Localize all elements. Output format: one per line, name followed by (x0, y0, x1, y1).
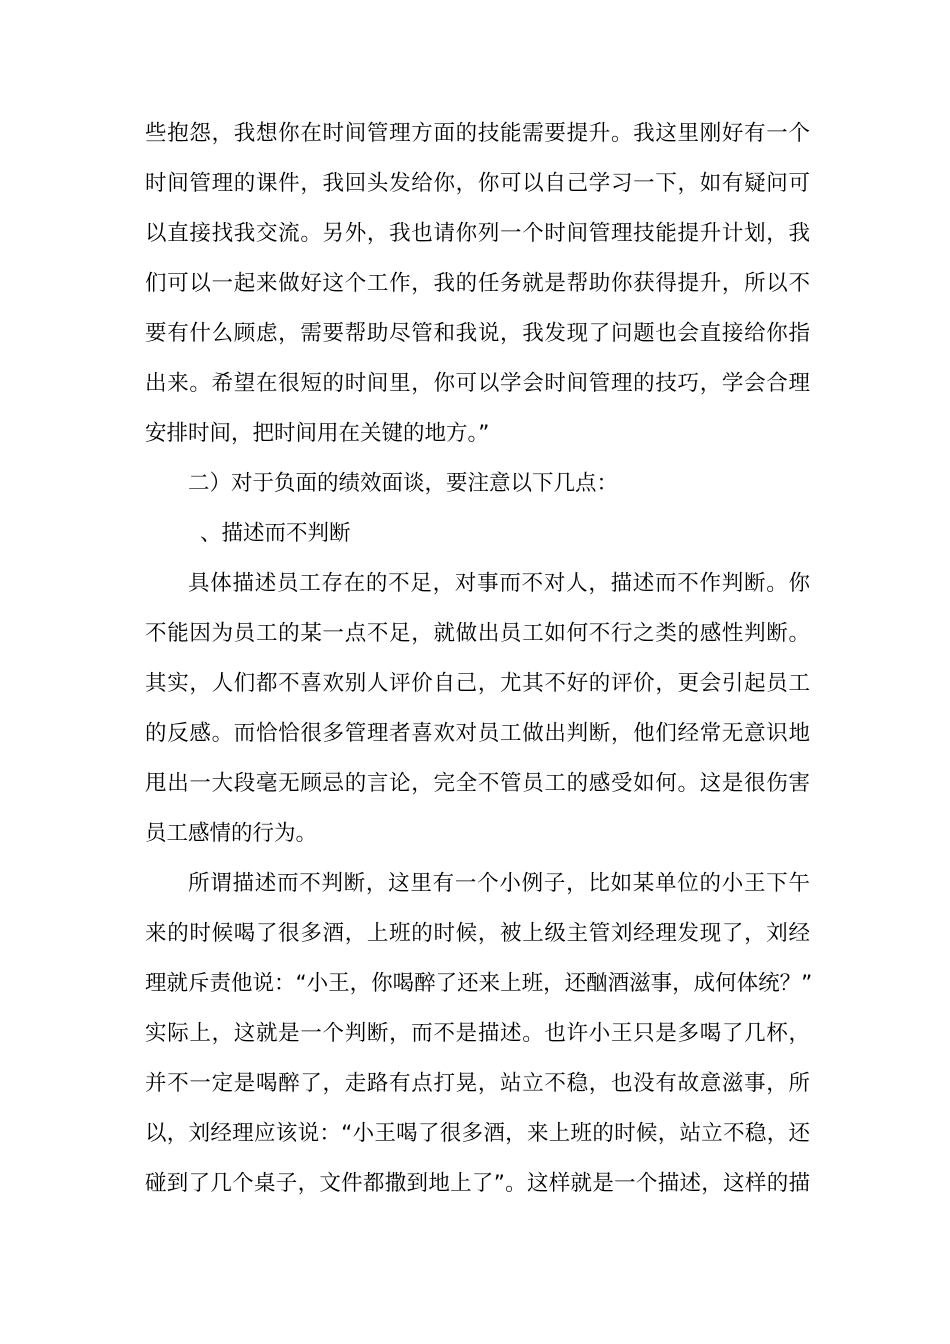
text-line: 员工感情的行为。 (145, 821, 318, 846)
text-line: 些抱怨，我想你在时间管理方面的技能需要提升。我这里刚好有一个 (145, 121, 810, 146)
text-line: 来的时候喝了很多酒，上班的时候，被上级主管刘经理发现了，刘经 (145, 921, 810, 946)
text-line: 碰到了几个桌子，文件都撒到地上了”。这样就是一个描述，这样的描 (145, 1171, 810, 1196)
text-line: 们可以一起来做好这个工作，我的任务就是帮助你获得提升，所以不 (145, 271, 810, 296)
text-line: 甩出一大段毫无顾忌的言论，完全不管员工的感受如何。这是很伤害 (145, 771, 810, 796)
text-line: 的反感。而恰恰很多管理者喜欢对员工做出判断，他们经常无意识地 (145, 721, 810, 746)
text-line: 以直接找我交流。另外，我也请你列一个时间管理技能提升计划，我 (145, 221, 810, 246)
text-line: 实际上，这就是一个判断，而不是描述。也许小王只是多喝了几杯， (145, 1021, 810, 1046)
subsection-heading: 、描述而不判断 (200, 521, 351, 546)
text-line: 理就斥责他说：“小王，你喝醉了还来上班，还酗酒滋事，成何体统？” (145, 971, 813, 996)
text-line: 所谓描述而不判断，这里有一个小例子，比如某单位的小王下午 (188, 871, 810, 896)
text-line: 具体描述员工存在的不足，对事而不对人，描述而不作判断。你 (188, 571, 810, 596)
text-line: 并不一定是喝醉了，走路有点打晃，站立不稳，也没有故意滋事，所 (145, 1071, 810, 1096)
text-line: 出来。希望在很短的时间里，你可以学会时间管理的技巧，学会合理 (145, 371, 810, 396)
section-heading: 二）对于负面的绩效面谈，要注意以下几点： (188, 471, 619, 496)
text-line: 安排时间，把时间用在关键的地方。” (145, 421, 490, 446)
text-line: 时间管理的课件，我回头发给你，你可以自己学习一下，如有疑问可 (145, 171, 810, 196)
text-line: 要有什么顾虑，需要帮助尽管和我说，我发现了问题也会直接给你指 (145, 321, 810, 346)
text-line: 以，刘经理应该说：“小王喝了很多酒，来上班的时候，站立不稳，还 (145, 1121, 810, 1146)
text-line: 其实，人们都不喜欢别人评价自己，尤其不好的评价，更会引起员工 (145, 671, 810, 696)
text-line: 不能因为员工的某一点不足，就做出员工如何不行之类的感性判断。 (145, 621, 810, 646)
